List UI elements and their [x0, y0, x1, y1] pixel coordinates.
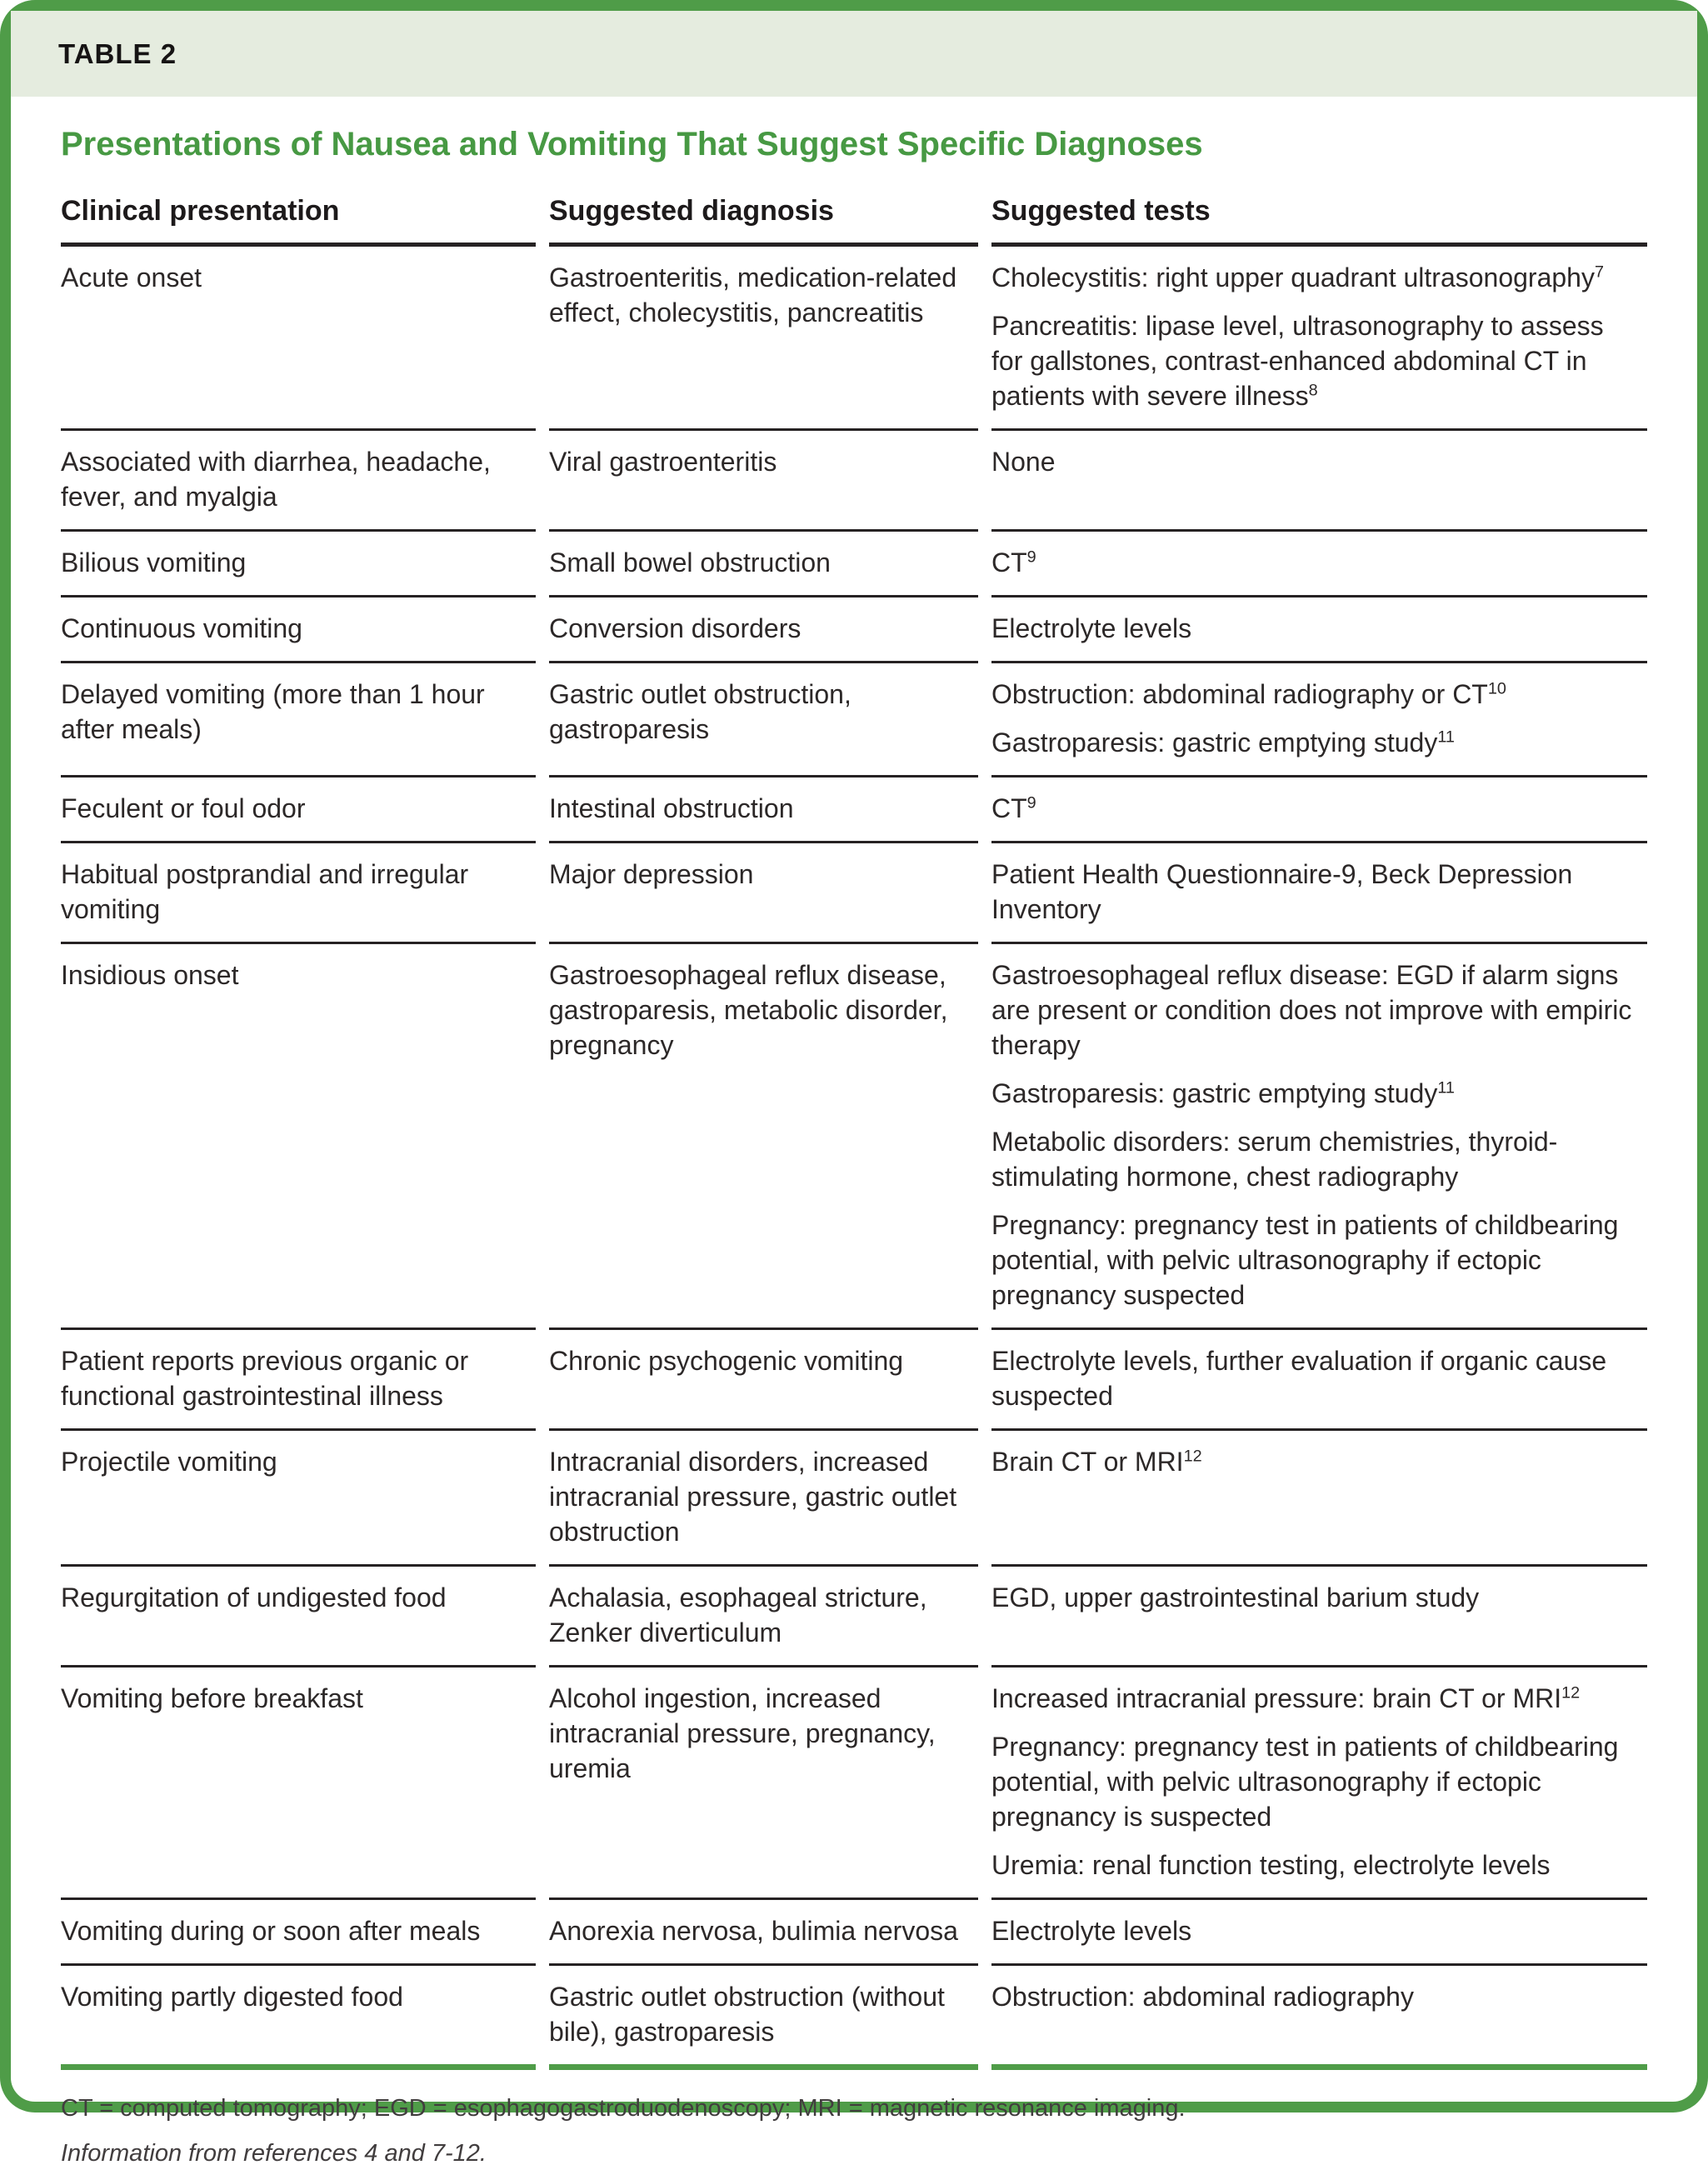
- cell-suggested-diagnosis: [549, 1428, 978, 1564]
- cell-suggested-tests: [991, 1898, 1647, 1963]
- cell-paragraph: $CT^9$: [991, 793, 1036, 823]
- table-row: [50, 661, 1658, 775]
- cell-suggested-diagnosis: [549, 1898, 978, 1963]
- table-title: Presentations of Nausea and Vomiting That Suggest Specific Diagnoses: [61, 126, 1203, 162]
- cell-suggested-diagnosis: [549, 247, 978, 428]
- table-label: TABLE 2: [58, 38, 177, 69]
- cell-paragraph: Pregnancy: pregnancy test in patients of childbearing potential, with pelvic ultrasonography if ectopic pregnancy suspected: [991, 1210, 1619, 1310]
- cell-paragraph: Gastroesophageal reflux disease, gastroparesis, metabolic disorder, pregnancy: [549, 960, 948, 1060]
- cell-clinical-presentation: [61, 1898, 536, 1963]
- cell-paragraph: None: [991, 447, 1056, 477]
- reference-superscript: 7: [1594, 262, 1604, 282]
- cell-paragraph: Vomiting partly digested food: [61, 1982, 403, 2012]
- cell-clinical-presentation: [61, 1963, 536, 2064]
- cell-clinical-presentation: [61, 529, 536, 595]
- cell-suggested-diagnosis: [549, 428, 978, 529]
- cell-paragraph: Conversion disorders: [549, 613, 802, 643]
- cell-suggested-tests: [991, 1428, 1647, 1564]
- table-row: [50, 1328, 1658, 1428]
- bottom-rule-segment: [61, 2064, 536, 2070]
- cell-paragraph: Gastroesophageal reflux disease: EGD if alarm signs are present or condition does not improve with empiric therapy: [991, 960, 1632, 1060]
- cell-paragraph: Intestinal obstruction: [549, 793, 794, 823]
- cell-paragraph: Electrolyte levels: [991, 613, 1192, 643]
- cell-paragraph: Cholecystitis: right upper quadrant ultrasonography$^7$: [991, 262, 1604, 292]
- cell-paragraph: Gastric outlet obstruction, gastroparesis: [549, 679, 852, 744]
- table-row: [50, 428, 1658, 529]
- cell-suggested-tests: [991, 1665, 1647, 1898]
- cell-suggested-diagnosis: [549, 1665, 978, 1898]
- cell-suggested-tests: [991, 1328, 1647, 1428]
- cell-clinical-presentation: [61, 942, 536, 1328]
- cell-paragraph: Uremia: renal function testing, electrolyte levels: [991, 1850, 1551, 1880]
- bottom-rule-segment: [549, 2064, 978, 2070]
- cell-paragraph: Patient reports previous organic or functional gastrointestinal illness: [61, 1346, 469, 1411]
- cell-paragraph: Obstruction: abdominal radiography or CT$^{10}$: [991, 679, 1506, 709]
- table-row: [50, 775, 1658, 841]
- cell-suggested-diagnosis: [549, 595, 978, 661]
- cell-paragraph: Pregnancy: pregnancy test in patients of childbearing potential, with pelvic ultrasonography if ectopic pregnancy is suspected: [991, 1732, 1619, 1832]
- reference-superscript: 9: [1026, 793, 1036, 812]
- cell-paragraph: Projectile vomiting: [61, 1447, 277, 1477]
- cell-suggested-tests: [991, 841, 1647, 942]
- reference-superscript: 11: [1437, 728, 1455, 747]
- column-headers: [50, 195, 1658, 247]
- reference-superscript: 12: [1183, 1447, 1202, 1466]
- cell-paragraph: Associated with diarrhea, headache, fever, and myalgia: [61, 447, 491, 512]
- cell-paragraph: Major depression: [549, 859, 754, 889]
- cell-suggested-tests: [991, 1564, 1647, 1665]
- table-row: [50, 1963, 1658, 2064]
- cell-paragraph: Brain CT or MRI$^{12}$: [991, 1447, 1202, 1477]
- cell-clinical-presentation: [61, 661, 536, 775]
- column-header-clinical-presentation: Clinical presentation: [61, 195, 536, 247]
- cell-paragraph: Regurgitation of undigested food: [61, 1582, 447, 1612]
- table-content: [11, 125, 1697, 2170]
- reference-superscript: 10: [1487, 679, 1506, 698]
- cell-suggested-diagnosis: [549, 1963, 978, 2064]
- cell-clinical-presentation: [61, 841, 536, 942]
- cell-paragraph: Achalasia, esophageal stricture, Zenker diverticulum: [549, 1582, 927, 1648]
- abbreviations-note: CT = computed tomography; EGD = esophagogastroduodenoscopy; MRI = magnetic resonance imaging.: [61, 2095, 1186, 2122]
- cell-paragraph: Habitual postprandial and irregular vomiting: [61, 859, 469, 924]
- cell-suggested-diagnosis: [549, 661, 978, 775]
- footnotes: [50, 2070, 1658, 2170]
- cell-clinical-presentation: [61, 1564, 536, 1665]
- table-row: [50, 247, 1658, 428]
- table-row: [50, 841, 1658, 942]
- table-label-band: [11, 11, 1697, 97]
- cell-paragraph: Anorexia nervosa, bulimia nervosa: [549, 1916, 958, 1946]
- cell-clinical-presentation: [61, 428, 536, 529]
- cell-suggested-diagnosis: [549, 942, 978, 1328]
- cell-paragraph: Alcohol ingestion, increased intracranial pressure, pregnancy, uremia: [549, 1683, 936, 1783]
- table-row: [50, 1428, 1658, 1564]
- cell-suggested-diagnosis: [549, 1564, 978, 1665]
- reference-superscript: 11: [1437, 1078, 1455, 1098]
- source-note: Information from references 4 and 7-12.: [61, 2140, 487, 2167]
- cell-paragraph: Pancreatitis: lipase level, ultrasonography to assess for gallstones, contrast-enhanced abdominal CT in patients with severe illness$^8$: [991, 311, 1604, 411]
- cell-paragraph: Acute onset: [61, 262, 202, 292]
- table-row: [50, 1665, 1658, 1898]
- cell-suggested-tests: [991, 661, 1647, 775]
- reference-superscript: 9: [1026, 548, 1036, 567]
- cell-suggested-tests: [991, 247, 1647, 428]
- column-header-suggested-tests: Suggested tests: [991, 195, 1647, 247]
- table-row: [50, 595, 1658, 661]
- cell-suggested-tests: [991, 428, 1647, 529]
- cell-paragraph: Gastroparesis: gastric emptying study$^{11}$: [991, 728, 1455, 758]
- cell-paragraph: Obstruction: abdominal radiography: [991, 1982, 1414, 2012]
- cell-suggested-tests: [991, 775, 1647, 841]
- cell-paragraph: Vomiting during or soon after meals: [61, 1916, 481, 1946]
- cell-clinical-presentation: [61, 247, 536, 428]
- cell-paragraph: Electrolyte levels: [991, 1916, 1192, 1946]
- table-row: [50, 942, 1658, 1328]
- cell-suggested-tests: [991, 942, 1647, 1328]
- cell-suggested-diagnosis: [549, 529, 978, 595]
- table-bottom-rule: [50, 2064, 1658, 2070]
- table-body: [50, 247, 1658, 2064]
- reference-superscript: 12: [1561, 1683, 1581, 1702]
- cell-paragraph: Chronic psychogenic vomiting: [549, 1346, 904, 1376]
- cell-suggested-diagnosis: [549, 775, 978, 841]
- cell-paragraph: EGD, upper gastrointestinal barium study: [991, 1582, 1480, 1612]
- cell-paragraph: Patient Health Questionnaire-9, Beck Depression Inventory: [991, 859, 1573, 924]
- table-row: [50, 1564, 1658, 1665]
- cell-paragraph: Viral gastroenteritis: [549, 447, 777, 477]
- cell-paragraph: Metabolic disorders: serum chemistries, thyroid-stimulating hormone, chest radiography: [991, 1127, 1558, 1192]
- cell-clinical-presentation: [61, 1328, 536, 1428]
- cell-suggested-tests: [991, 595, 1647, 661]
- reference-superscript: 8: [1308, 381, 1318, 400]
- cell-paragraph: Gastroparesis: gastric emptying study$^{11}$: [991, 1078, 1455, 1108]
- cell-paragraph: Vomiting before breakfast: [61, 1683, 363, 1713]
- cell-suggested-tests: [991, 1963, 1647, 2064]
- cell-clinical-presentation: [61, 1665, 536, 1898]
- cell-paragraph: Electrolyte levels, further evaluation if organic cause suspected: [991, 1346, 1607, 1411]
- cell-paragraph: Continuous vomiting: [61, 613, 302, 643]
- cell-suggested-diagnosis: [549, 1328, 978, 1428]
- cell-suggested-diagnosis: [549, 841, 978, 942]
- cell-paragraph: Delayed vomiting (more than 1 hour after meals): [61, 679, 485, 744]
- cell-suggested-tests: [991, 529, 1647, 595]
- cell-paragraph: Intracranial disorders, increased intracranial pressure, gastric outlet obstruction: [549, 1447, 957, 1547]
- cell-clinical-presentation: [61, 1428, 536, 1564]
- table-row: [50, 1898, 1658, 1963]
- cell-paragraph: Insidious onset: [61, 960, 239, 990]
- cell-clinical-presentation: [61, 775, 536, 841]
- table-row: [50, 529, 1658, 595]
- cell-paragraph: Feculent or foul odor: [61, 793, 306, 823]
- bottom-rule-segment: [991, 2064, 1647, 2070]
- cell-paragraph: Gastroenteritis, medication-related effect, cholecystitis, pancreatitis: [549, 262, 957, 328]
- cell-clinical-presentation: [61, 595, 536, 661]
- cell-paragraph: Gastric outlet obstruction (without bile), gastroparesis: [549, 1982, 945, 2047]
- cell-paragraph: Bilious vomiting: [61, 548, 247, 578]
- cell-paragraph: Small bowel obstruction: [549, 548, 831, 578]
- column-header-suggested-diagnosis: Suggested diagnosis: [549, 195, 978, 247]
- cell-paragraph: $CT^9$: [991, 548, 1036, 578]
- cell-paragraph: Increased intracranial pressure: brain CT or MRI$^{12}$: [991, 1683, 1581, 1713]
